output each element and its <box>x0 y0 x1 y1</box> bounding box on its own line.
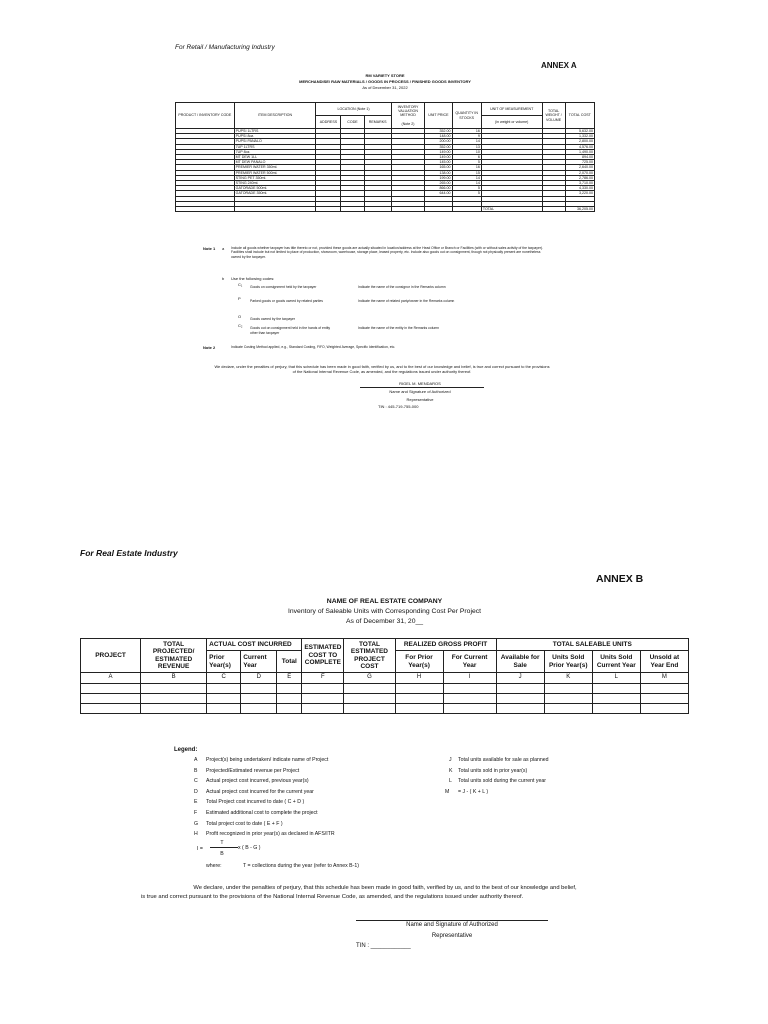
project-cell <box>81 684 141 694</box>
project-cell <box>302 684 344 694</box>
inventory-cell: 1,490.00 <box>565 149 594 154</box>
code-description: Goods on consignment held by the taxpayer <box>250 285 317 289</box>
inventory-cell: MT DEW 1LL <box>234 155 316 160</box>
inventory-cell: 2,786.00 <box>565 175 594 180</box>
legend-value: = J - ( K + L ) <box>458 788 489 795</box>
inventory-cell: PUPSI 1LTRS <box>234 129 316 134</box>
project-cell <box>302 704 344 714</box>
project-cell <box>81 704 141 714</box>
project-cell <box>277 704 302 714</box>
project-cell <box>241 694 277 704</box>
inventory-cell <box>176 207 235 212</box>
project-cell <box>592 694 640 704</box>
code-remark: Indicate the name of the consignor in the Remarks column <box>358 285 446 289</box>
inventory-cell: 14 <box>452 139 481 144</box>
inventory-body <box>176 129 595 212</box>
inventory-cell: PUPSI PANALO <box>234 139 316 144</box>
th-project: PROJECT <box>81 639 141 673</box>
inventory-cell: PUPSI 8oz. <box>234 134 316 139</box>
inventory-cell: 644.00 <box>425 191 452 196</box>
column-letter: I <box>443 673 496 684</box>
inventory-cell: 5 <box>452 186 481 191</box>
project-cell <box>640 694 688 704</box>
annex-a-subtitle: MERCHANDISE/ RAW MATERIALS / GOODS IN PROCESS / FINISHED GOODS INVENTORY <box>299 79 471 84</box>
th-uom: UNIT OF MEASUREMENT <box>481 103 542 116</box>
legend-key: K <box>449 767 453 774</box>
project-cell <box>443 684 496 694</box>
legend-value: Project(s) being undertaken/ indicate name of Project <box>206 757 329 763</box>
project-cell <box>395 694 443 704</box>
project-cell <box>207 684 241 694</box>
legend-value: Actual project cost incurred, previous year(s) <box>206 778 309 785</box>
legend-key: C <box>194 778 198 785</box>
project-cell <box>81 694 141 704</box>
project-row <box>81 684 689 694</box>
th-location: LOCATION (Note 1) <box>316 103 391 116</box>
annex-a-tin: TIN : 445-719-755-000 <box>378 404 419 409</box>
legend-key: F <box>194 810 198 816</box>
th-total-est: TOTAL ESTIMATED PROJECT COST <box>344 639 395 673</box>
code-remark: Indicate the name of the entity in the Remarks column <box>358 326 440 330</box>
project-cell <box>344 694 395 704</box>
inventory-cell: 15 <box>452 170 481 175</box>
legend-key: A <box>194 757 198 763</box>
code-remark: Indicate the name of related party/owner in the Remarks column <box>358 299 455 303</box>
note1-b-text: Use the following codes: <box>231 276 275 281</box>
annex-b-industry-label: For Real Estate Industry <box>80 548 178 558</box>
legend-value: Total units sold in prior year(s) <box>458 767 528 774</box>
column-letter: K <box>544 673 592 684</box>
th-desc: ITEM DESCRIPTION <box>234 103 316 129</box>
legend-value: Total Project cost incurred to date ( C + D ) <box>206 799 305 806</box>
annex-b-declaration-2: is true and correct pursuant to the provisions of the National Internal Revenue Code, as amended, and the regulations issued under authority thereof. <box>141 894 524 900</box>
inventory-cell: PREMIER WATER 500ml. <box>234 170 316 175</box>
th-sold-current: Units Sold Current Year <box>592 651 640 673</box>
formula-i: I = <box>197 846 203 852</box>
annex-b-as-of: As of December 31, 20__ <box>345 618 424 625</box>
project-cell <box>344 684 395 694</box>
project-cell <box>141 704 207 714</box>
inventory-cell: 2,640.00 <box>565 165 594 170</box>
legend-title: Legend: <box>174 747 198 753</box>
column-letter: M <box>640 673 688 684</box>
project-cell <box>141 684 207 694</box>
inventory-cell: 7UP 1LTRS <box>234 144 316 149</box>
annex-a-declaration: We declare, under the penalties of perjury, that this schedule has been made in good faith, verified by us, and to the best of our knowledge and belief, is true and correct pursuant to the provisions of the National Internal Revenue Code, as amended, and the regulations issued under authority thereof. <box>214 364 550 374</box>
note1-label: Note 1 <box>203 246 216 251</box>
project-cell <box>277 694 302 704</box>
annex-a-signatory: RIGEL M. MENDAROS <box>399 381 441 386</box>
project-cell <box>496 684 544 694</box>
th-uom-sub: (in weight or volume) <box>481 116 542 129</box>
th-sold-prior: Units Sold Prior Year(s) <box>544 651 592 673</box>
formula-fraction-line <box>210 847 238 848</box>
inventory-cell: 1,332.00 <box>565 134 594 139</box>
inventory-cell: GATORADE 500ml. <box>234 186 316 191</box>
inventory-cell: STING 240ml. <box>234 181 316 186</box>
inventory-cell: 14 <box>452 175 481 180</box>
project-cell <box>496 704 544 714</box>
column-letter: D <box>241 673 277 684</box>
th-actual-cost: ACTUAL COST INCURRED <box>207 639 302 651</box>
column-letter: B <box>141 673 207 684</box>
annex-b-sig-label2: Representative <box>431 933 473 939</box>
code-symbol: O <box>238 314 242 319</box>
code-symbol: P <box>238 296 241 301</box>
inventory-cell: 16 <box>452 165 481 170</box>
column-letter: H <box>395 673 443 684</box>
legend-key: G <box>194 820 199 827</box>
project-cell <box>395 684 443 694</box>
th-remarks: REMARKS <box>364 116 391 129</box>
inventory-cell: 5,632.00 <box>565 129 594 134</box>
th-unsold: Unsold at Year End <box>640 651 688 673</box>
inventory-cell: 200.00 <box>425 139 452 144</box>
inventory-cell <box>542 207 565 212</box>
note1-a-letter: a <box>222 246 225 251</box>
inventory-cell: GATORADE 350ml. <box>234 191 316 196</box>
th-saleable: TOTAL SALEABLE UNITS <box>496 639 688 651</box>
project-cell <box>443 694 496 704</box>
inventory-cell: 149.00 <box>425 155 452 160</box>
inventory-cell: MT DEW PANALO <box>234 160 316 165</box>
inventory-cell: 352.00 <box>425 129 452 134</box>
th-unit-price: UNIT PRICE <box>425 103 452 129</box>
inventory-cell: 145.00 <box>425 160 452 165</box>
annex-a-title: ANNEX A <box>541 61 577 70</box>
where-label: where: <box>206 863 222 869</box>
annex-b-sig-label: Name and Signature of Authorized <box>406 922 498 928</box>
project-cell <box>592 684 640 694</box>
project-cell <box>395 704 443 714</box>
legend-value: Estimated additional cost to complete the project <box>206 810 318 816</box>
real-estate-body <box>81 673 689 714</box>
annex-a-company: RM VARIETY STORE <box>365 73 405 78</box>
where-text: T = collections during the year (refer to Annex B-1) <box>243 863 359 869</box>
project-cell <box>241 704 277 714</box>
project-cell <box>640 704 688 714</box>
project-row <box>81 704 689 714</box>
inventory-cell: 866.00 <box>425 186 452 191</box>
legend-value: Projected/Estimated revenue per Project <box>206 767 300 774</box>
legend-key: L <box>449 778 452 785</box>
column-letter: E <box>277 673 302 684</box>
th-valuation: INVENTORY VALUATION METHOD (Note 2) <box>391 103 425 129</box>
project-cell <box>640 684 688 694</box>
legend-value: Actual project cost incurred for the current year <box>206 788 314 795</box>
inventory-cell: 725.00 <box>565 160 594 165</box>
inventory-cell: 138.00 <box>425 170 452 175</box>
project-cell <box>207 694 241 704</box>
inventory-cell: 148.00 <box>425 134 452 139</box>
annex-b-signature-line <box>356 920 548 921</box>
code-description: Parked goods or goods owned by related parties <box>250 299 323 303</box>
inventory-cell <box>452 207 481 212</box>
inventory-cell <box>425 207 452 212</box>
formula-x: x ( B - G ) <box>238 845 261 851</box>
legend-value: Total project cost to date ( E + F ) <box>206 820 283 827</box>
formula-t: T <box>220 840 224 846</box>
project-cell <box>496 694 544 704</box>
inventory-cell: 5 <box>452 191 481 196</box>
inventory-cell: 3,220.00 <box>565 191 594 196</box>
legend-value: Total units available for sale as planned <box>458 757 549 763</box>
project-cell <box>277 684 302 694</box>
inventory-cell <box>341 207 364 212</box>
project-cell <box>241 684 277 694</box>
inventory-cell <box>364 207 391 212</box>
annex-a-as-of: As of December 31, 2022 <box>362 85 408 90</box>
code-symbol: C₁ <box>238 282 243 287</box>
inventory-total-label: TOTAL <box>481 207 542 212</box>
inventory-cell: 9 <box>452 134 481 139</box>
column-letter: L <box>592 673 640 684</box>
inventory-cell <box>316 207 341 212</box>
column-letter: J <box>496 673 544 684</box>
inventory-cell: 165.00 <box>425 165 452 170</box>
legend-key: M <box>445 788 450 795</box>
th-prior: Prior Year(s) <box>207 651 241 673</box>
legend-key: D <box>194 788 198 795</box>
th-total: Total <box>277 651 302 673</box>
annex-a-signature-line <box>360 387 484 388</box>
code-description: Goods owned by the taxpayer <box>250 317 296 321</box>
note1-b-letter: b <box>222 276 225 281</box>
project-cell <box>443 704 496 714</box>
inventory-cell: 2,070.00 <box>565 170 594 175</box>
project-row <box>81 694 689 704</box>
legend-key: E <box>194 799 198 806</box>
annex-a-sig-label: Name and Signature of Authorized <box>389 389 451 394</box>
inventory-cell: 894.00 <box>565 155 594 160</box>
project-cell <box>344 704 395 714</box>
note2-label: Note 2 <box>203 345 216 350</box>
real-estate-table <box>80 638 689 714</box>
inventory-cell: 6 <box>452 155 481 160</box>
inventory-table <box>175 102 595 212</box>
legend-key: H <box>194 831 198 838</box>
inventory-cell: 13 <box>452 144 481 149</box>
project-cell <box>544 684 592 694</box>
inventory-cell: 5 <box>452 160 481 165</box>
inventory-cell <box>391 207 425 212</box>
legend-key: B <box>194 767 198 774</box>
inventory-total-value: 36,205.00 <box>565 207 594 212</box>
inventory-cell: 4,576.00 <box>565 144 594 149</box>
code-symbol: C₂ <box>238 323 243 328</box>
th-revenue: TOTAL PROJECTED/ ESTIMATED REVENUE <box>141 639 207 673</box>
column-letter: C <box>207 673 241 684</box>
project-cell <box>207 704 241 714</box>
annex-b-tin: TIN : ____________ <box>356 943 411 949</box>
project-cell <box>544 694 592 704</box>
th-gp-prior: For Prior Year(s) <box>395 651 443 673</box>
th-loc-code: CODE <box>341 116 364 129</box>
project-cell <box>592 704 640 714</box>
th-total-cost: TOTAL COST <box>565 103 594 129</box>
inventory-cell: 3,710.00 <box>565 181 594 186</box>
inventory-cell: 4,330.00 <box>565 186 594 191</box>
inventory-cell: 2,800.00 <box>565 139 594 144</box>
inventory-cell: PREMIER WATER 350ml. <box>234 165 316 170</box>
inventory-cell: 199.00 <box>425 175 452 180</box>
legend-key: J <box>449 757 452 763</box>
annex-b-company: NAME OF REAL ESTATE COMPANY <box>326 598 443 605</box>
th-address: ADDRESS <box>316 116 341 129</box>
project-cell <box>544 704 592 714</box>
th-code: PRODUCT / INVENTORY CODE <box>176 103 235 129</box>
annex-b-subtitle: Inventory of Saleable Units with Corresponding Cost Per Project <box>287 608 482 615</box>
th-gp-current: For Current Year <box>443 651 496 673</box>
th-qty: QUANTITY IN STOCKS <box>452 103 481 129</box>
annex-b-title: ANNEX B <box>596 573 644 585</box>
inventory-cell: 16 <box>452 129 481 134</box>
th-est-cost: ESTIMATED COST TO COMPLETE <box>302 639 344 673</box>
inventory-cell: STING PET 350ml. <box>234 175 316 180</box>
code-description: Goods out on consignment held in the hands of entity other than taxpayer <box>250 326 331 335</box>
column-letter: A <box>81 673 141 684</box>
inventory-total-row <box>176 207 595 212</box>
column-letter-row <box>81 673 689 684</box>
inventory-cell: 7UP 8oz. <box>234 149 316 154</box>
note1-a-text: Include all goods whether taxpayer has title thereto or not, provided these goods are actually situated in location/address at the Head Office or Branch or Facilities (with or without sales activity of the taxpayer). Facilities shall include but not limited to place of production, showroom, warehouse, storage place, leased property, etc. Include also goods out on consignment, though not physically present are nonetheless owned by the taxpayer. <box>231 246 544 259</box>
inventory-cell: 10 <box>452 149 481 154</box>
formula-b: B <box>220 851 224 857</box>
note2-text: Indicate Costing Method applied, e.g., Standard Costing, FIFO, Weighted Average, Specific Identification, etc. <box>231 345 396 349</box>
project-cell <box>141 694 207 704</box>
th-weight: TOTAL WEIGHT / VOLUME <box>542 103 565 129</box>
inventory-cell <box>234 207 316 212</box>
column-letter: F <box>302 673 344 684</box>
legend-value: Profit recognized in prior year(s) as declared in AFS/ITR <box>206 831 335 838</box>
annex-a-industry-label: For Retail / Manufacturing Industry <box>175 44 275 51</box>
inventory-cell: 352.00 <box>425 144 452 149</box>
inventory-cell: 149.00 <box>425 149 452 154</box>
column-letter: G <box>344 673 395 684</box>
inventory-cell: 14 <box>452 181 481 186</box>
project-cell <box>302 694 344 704</box>
legend-value: Total units sold during the current year <box>458 778 546 785</box>
th-current: Current Year <box>241 651 277 673</box>
inventory-cell: 265.00 <box>425 181 452 186</box>
annex-b-declaration-1: We declare, under the penalties of perjury, that this schedule has been made in good faith, verified by us, and to the best of our knowledge and belief, <box>193 885 577 891</box>
annex-a-sig-label2: Representative <box>406 397 434 402</box>
th-available: Available for Sale <box>496 651 544 673</box>
th-gross-profit: REALIZED GROSS PROFIT <box>395 639 496 651</box>
